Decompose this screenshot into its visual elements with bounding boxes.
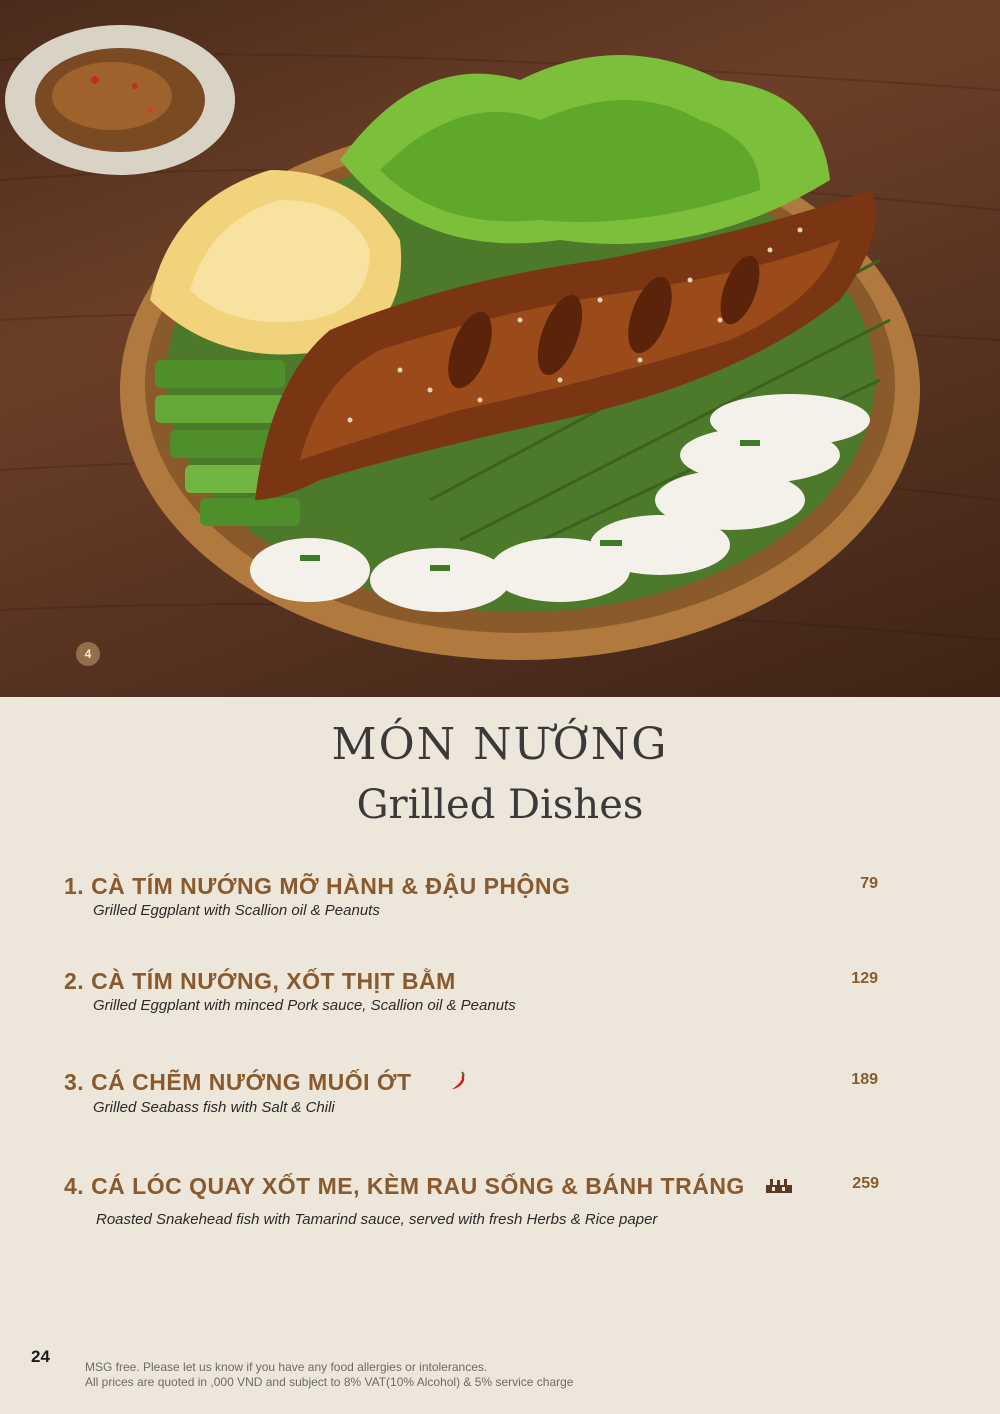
menu-item-description: Grilled Seabass fish with Salt & Chili xyxy=(93,1099,335,1117)
page-number: 24 xyxy=(31,1347,50,1366)
menu-item-description: Grilled Eggplant with minced Pork sauce, Scallion oil & Peanuts xyxy=(93,997,516,1014)
menu-item-price: 259 xyxy=(852,1175,879,1192)
menu-item xyxy=(64,1069,894,1116)
menu-item xyxy=(64,873,894,919)
menu-item-price: 189 xyxy=(851,1071,878,1088)
menu-item-description: Grilled Eggplant with Scallion oil & Peanuts xyxy=(93,902,380,919)
menu-item-price: 79 xyxy=(860,875,878,892)
section-title-english: Grilled Dishes xyxy=(356,782,644,828)
section-title-vietnamese: MÓN NƯỚNG xyxy=(331,719,669,770)
chili-icon xyxy=(449,1070,467,1097)
menu-section xyxy=(0,697,1000,1414)
photo-number-badge: 4 xyxy=(76,642,100,666)
menu-item-name: 2. CÀ TÍM NƯỚNG, XỐT THỊT BẰM xyxy=(64,968,456,994)
menu-item xyxy=(64,1173,894,1228)
menu-item-price: 129 xyxy=(851,970,878,987)
footnote-line: All prices are quoted in ,000 VND and subject to 8% VAT(10% Alcohol) & 5% service charge xyxy=(85,1375,574,1389)
menu-item-description: Roasted Snakehead fish with Tamarind sauce, served with fresh Herbs & Rice paper xyxy=(96,1211,658,1229)
menu-item xyxy=(64,968,894,1014)
signature-icon xyxy=(764,1174,794,1201)
menu-item-name: 4. CÁ LÓC QUAY XỐT ME, KÈM RAU SỐNG & BÁNH TRÁNG xyxy=(64,1173,745,1199)
menu-item-name: 1. CÀ TÍM NƯỚNG MỠ HÀNH & ĐẬU PHỘNG xyxy=(64,873,571,899)
dish-photo xyxy=(0,0,1000,697)
footnote xyxy=(85,1360,573,1390)
dish-illustration xyxy=(0,0,1000,697)
menu-item-name: 3. CÁ CHẼM NƯỚNG MUỐI ỚT xyxy=(64,1069,412,1095)
footnote-line: MSG free. Please let us know if you have any food allergies or intolerances. xyxy=(85,1360,488,1374)
